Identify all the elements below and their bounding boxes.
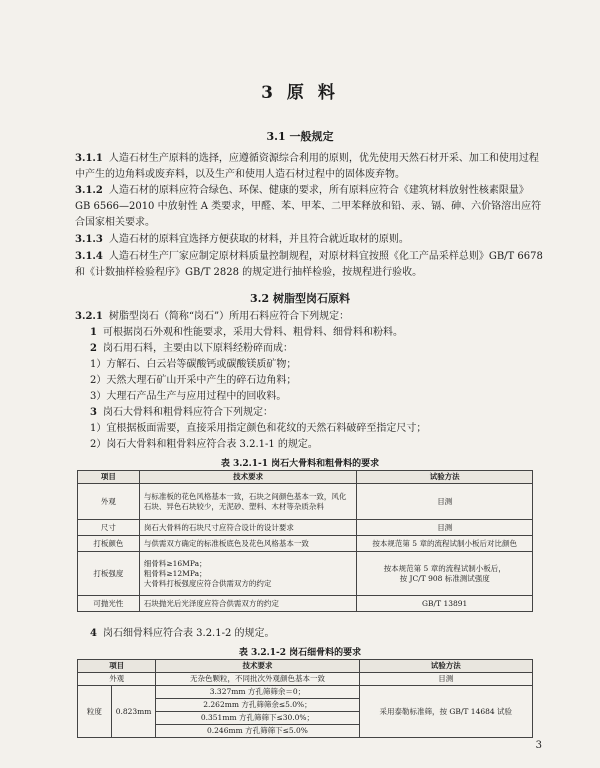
clause-number: 3.1.4: [75, 251, 103, 262]
table-cell: 粒度: [78, 686, 112, 738]
table-cell: 尺寸: [78, 520, 140, 536]
paragraph-3-2-1: [75, 309, 543, 325]
table-header-row: [78, 471, 533, 484]
clause-number: 3.2.1: [75, 311, 103, 322]
clause-text: 人造石材的原料宜选择方便获取的材料，并且符合就近取材的原则。: [108, 234, 409, 245]
table-aggregate-requirements: [77, 470, 533, 612]
paragraph-3-1-4: [75, 249, 543, 281]
table-cell: 外观: [78, 484, 140, 520]
table-row: [78, 536, 533, 552]
clause-number: 3.1.1: [75, 153, 103, 164]
table-cell: 与供需双方确定的标准板底色及花色风格基本一致: [139, 536, 357, 552]
table-row: [78, 484, 533, 520]
table-cell: 0.823mm: [111, 686, 156, 738]
table-row: [78, 596, 533, 612]
list-item: 2）天然大理石矿山开采中产生的碎石边角料；: [90, 375, 297, 386]
table-cell: 岗石大骨料的石块尺寸应符合设计的设计要求: [139, 520, 357, 536]
table-cell: 采用泰勒标准筛，按 GB/T 14684 试验: [359, 686, 532, 738]
table-row: [78, 673, 533, 686]
chapter-title: 3 原 料: [261, 83, 339, 103]
table-cell: 目测: [357, 520, 533, 536]
list-item: 1 可根据岗石外观和性能要求，采用大骨料、粗骨料、细骨料和粉料。: [90, 327, 403, 338]
list-item: 4 岗石细骨料应符合表 3.2.1-2 的规定。: [90, 628, 275, 639]
table-cell: 打板颜色: [78, 536, 140, 552]
table-cell: 打板强度: [78, 552, 140, 596]
section-title-3-1: 3.1 一般规定: [266, 130, 334, 143]
table-row: [78, 552, 533, 596]
table-cell: 目测: [357, 484, 533, 520]
table-cell: 外观: [78, 673, 156, 686]
list-item: 2）岗石大骨料和粗骨料应符合表 3.2.1-1 的规定。: [90, 439, 318, 450]
paragraph-3-1-1: [75, 151, 543, 183]
clause-number: 3.1.3: [75, 234, 103, 245]
page-number: 3: [535, 740, 542, 751]
table-cell: 2.262mm 方孔筛筛余≤5.0%；: [156, 699, 359, 712]
table-cell: 0.351mm 方孔筛筛下≤30.0%；: [156, 712, 359, 725]
table-cell: 按本规范第 5 章的流程试制小板后， 按 JC/T 908 标准测试强度: [357, 552, 533, 596]
table-header: 技术要求: [156, 660, 359, 673]
section-title-3-2: 3.2 树脂型岗石原料: [250, 292, 350, 305]
paragraph-3-1-2: [75, 183, 543, 231]
clause-text: 树脂型岗石（简称“岗石”）所用石料应符合下列规定：: [108, 311, 350, 322]
table-header-row: [78, 660, 533, 673]
table-header: 试验方法: [357, 471, 533, 484]
table-cell: 0.246mm 方孔筛筛下≤5.0%: [156, 725, 359, 738]
table-cell: 目测: [359, 673, 532, 686]
clause-text: 人造石材生产厂家应制定原材料质量控制规程，对原材料宜按照《化工产品采样总则》GB/T 6678 和《计数抽样检验程序》GB/T 2828 的规定进行抽样检验，按规程进行验收。: [75, 251, 543, 278]
table-caption-2: 表 3.2.1-2 岗石细骨料的要求: [238, 648, 362, 658]
table-cell: GB/T 13891: [357, 596, 533, 612]
table-row: [78, 520, 533, 536]
paragraph-3-1-3: [75, 232, 543, 248]
list-item: 2 岗石用石料，主要由以下原料经粉碎而成：: [90, 343, 293, 354]
table-cell: 按本规范第 5 章的流程试制小板后对比颜色: [357, 536, 533, 552]
table-header: 项目: [78, 471, 140, 484]
clause-number: 3.1.2: [75, 185, 103, 196]
table-header: 试验方法: [359, 660, 532, 673]
table-cell: 可抛光性: [78, 596, 140, 612]
table-fine-aggregate-requirements: [77, 659, 533, 738]
table-cell: 3.327mm 方孔筛筛余＝0；: [156, 686, 359, 699]
table-cell: 石块抛光后光泽度应符合供需双方的约定: [139, 596, 357, 612]
list-item: 1）方解石、白云岩等碳酸钙或碳酸镁质矿物；: [90, 359, 297, 370]
list-item: 3）大理石产品生产与应用过程中的回收料。: [90, 391, 287, 402]
clause-text: 人造石材的原料应符合绿色、环保、健康的要求，所有原料应符合《建筑材料放射性核素限量》GB 6566—2010 中放射性 A 类要求，甲醛、苯、甲苯、二甲苯释放和铅、汞、镉、砷、六价铬溶出应符合国家相关要求。: [75, 185, 542, 228]
table-cell: 与标准板的花色风格基本一致，石块之间颜色基本一致，风化石块、异色石块较少，无泥砂、塑料、木材等杂质杂料: [139, 484, 357, 520]
list-item: 1）宜根据板面需要，直接采用指定颜色和花纹的天然石料破碎至指定尺寸；: [90, 423, 427, 434]
clause-text: 人造石材生产原料的选择，应遵循资源综合利用的原则，优先使用天然石材开采、加工和使用过程中产生的边角料或废弃料，以及生产和使用人造石材过程中的固体废弃物。: [75, 153, 539, 180]
table-row: [78, 686, 533, 699]
table-header: 技术要求: [139, 471, 357, 484]
table-caption-1: 表 3.2.1-1 岗石大骨料和粗骨料的要求: [220, 459, 380, 469]
table-cell: 无杂色颗粒，不同批次外观颜色基本一致: [156, 673, 359, 686]
table-cell: 细骨料≥16MPa； 粗骨料≥12MPa； 大骨料打板强度应符合供需双方的约定: [139, 552, 357, 596]
list-item: 3 岗石大骨料和粗骨料应符合下列规定：: [90, 407, 273, 418]
table-header: 项目: [78, 660, 156, 673]
